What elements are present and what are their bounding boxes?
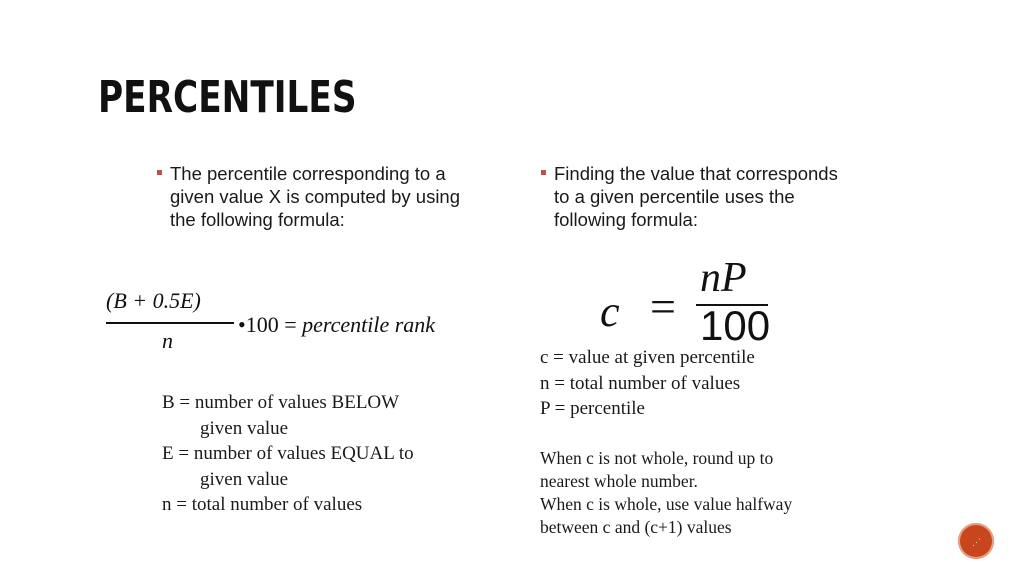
formula-lhs: c (600, 287, 620, 336)
slide-title: PERCENTILES (98, 72, 357, 123)
definition-line: E = number of values EQUAL to (162, 443, 414, 464)
slide-nav-button[interactable] (958, 523, 994, 559)
formula-numerator: nP (700, 255, 747, 301)
note-line: between c and (c+1) values (540, 517, 732, 537)
formula-equals: = (650, 281, 676, 332)
note-line: When c is not whole, round up to (540, 448, 774, 468)
definition-line: n = total number of values (162, 494, 363, 515)
formula-denominator: 100 (700, 302, 771, 349)
right-bullet-text: Finding the value that corresponds to a given percentile uses the following formula: (554, 163, 838, 230)
bullet-marker-icon (541, 170, 546, 175)
formula-multiplier: •100 = (238, 312, 303, 337)
right-definitions (540, 345, 755, 422)
left-bullet (170, 162, 490, 231)
definition-line: given value (200, 468, 289, 490)
rounding-notes (540, 447, 792, 539)
definition-line: given value (200, 417, 289, 439)
definition-line: P = percentile (540, 398, 645, 419)
left-bullet-text: The percentile corresponding to a given value X is computed by using the following formula: (170, 163, 461, 230)
definition-line: n = total number of values (540, 372, 741, 394)
fraction-bar (106, 322, 234, 324)
note-line: nearest whole number. (540, 471, 698, 491)
definition-line: B = number of values BELOW (162, 392, 400, 413)
nav-dots-icon: ⋰ (972, 537, 981, 547)
note-line: When c is whole, use value halfway (540, 494, 793, 514)
right-bullet (554, 162, 854, 231)
formula-rhs (238, 312, 435, 338)
bullet-marker-icon (157, 170, 162, 175)
left-definitions (162, 390, 414, 518)
formula-denominator: n (162, 328, 173, 353)
definition-line: c = value at given percentile (540, 347, 755, 368)
formula-result: percentile rank (302, 312, 436, 337)
formula-numerator: (B + 0.5E) (106, 288, 201, 313)
